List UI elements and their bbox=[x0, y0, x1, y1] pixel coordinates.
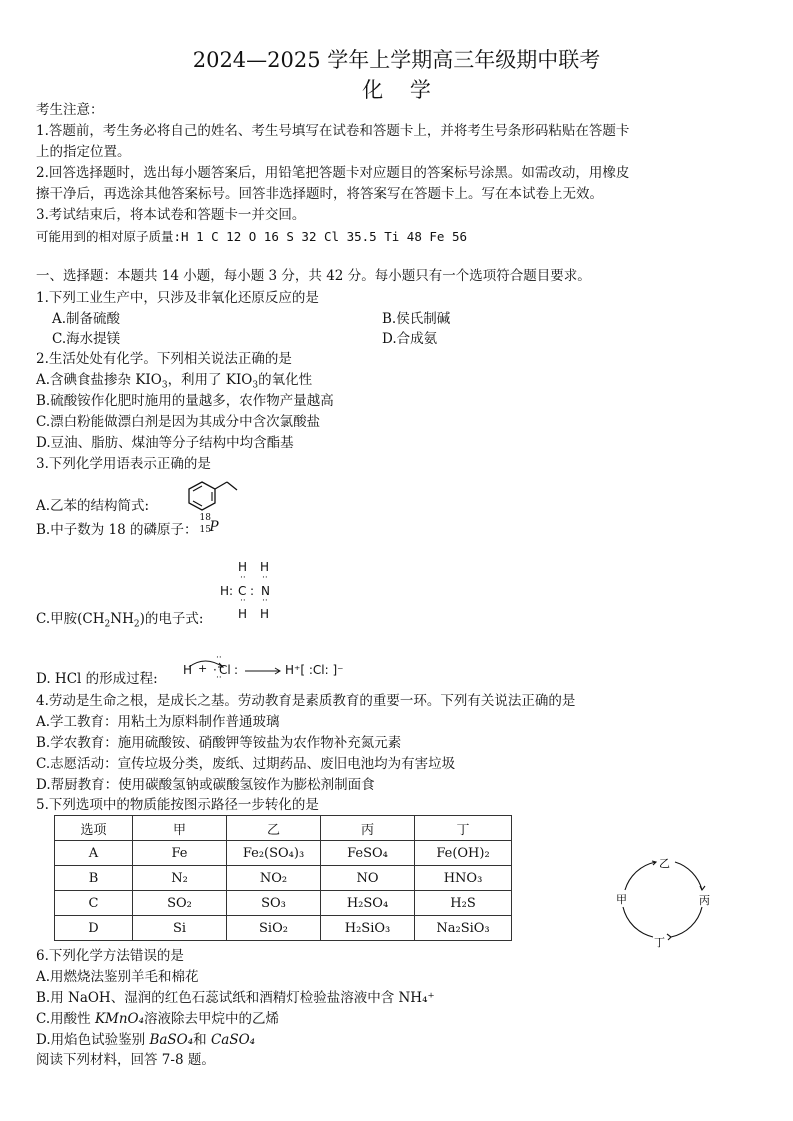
table-cell: N₂ bbox=[133, 866, 227, 891]
q6-option-d: D.用焰色试验鉴别 BaSO₄和 CaSO₄ bbox=[36, 1032, 256, 1048]
q5-stem: 5.下列选项中的物质能按图示路径一步转化的是 bbox=[36, 797, 319, 813]
q1-option-b: B.侯氏制碱 bbox=[382, 311, 451, 327]
q4-option-b: B.学农教育：施用硫酸铵、硝酸钾等铵盐为农作物补充氮元素 bbox=[36, 735, 402, 751]
q4-stem: 4.劳动是生命之根，是成长之基。劳动教育是素质教育的重要一环。下列有关说法正确的是 bbox=[36, 693, 576, 709]
q2-option-c: C.漂白粉能做漂白剂是因为其成分中含次氯酸盐 bbox=[36, 414, 321, 430]
cycle-label-ding: 丁 bbox=[654, 936, 665, 949]
table-cell: Fe(OH)₂ bbox=[415, 841, 512, 866]
column-header: 丁 bbox=[415, 816, 512, 841]
hcl-formation-process: H + ·· · Cl : ·· H⁺[ :Cl: ]⁻ bbox=[183, 653, 344, 683]
q2-option-d: D.豆油、脂肪、煤油等分子结构中均含酯基 bbox=[36, 435, 294, 451]
q3-option-d: D. HCl 的形成过程: bbox=[36, 671, 158, 687]
table-cell: SO₃ bbox=[227, 891, 321, 916]
column-header: 甲 bbox=[133, 816, 227, 841]
table-cell: SO₂ bbox=[133, 891, 227, 916]
notice-heading: 考生注意： bbox=[36, 102, 104, 118]
methylamine-electron-formula: H H ·· ·· H: C : N ·· ·· H H bbox=[220, 560, 270, 621]
exam-title: 2024—2025 学年上学期高三年级期中联考 bbox=[192, 48, 601, 72]
notice-item2-line2: 擦干净后，再选涂其他答案标号。回答非选择题时，将答案写在答题卡上。写在本试卷上无效。 bbox=[36, 186, 603, 202]
exam-subject: 化 学 bbox=[362, 78, 431, 102]
conversion-cycle-diagram bbox=[608, 850, 718, 950]
q3-option-a: A.乙苯的结构简式: bbox=[36, 498, 150, 514]
table-cell: H₂S bbox=[415, 891, 512, 916]
reading-instruction: 阅读下列材料，回答 7-8 题。 bbox=[36, 1052, 215, 1068]
notice-item2-line1: 2.回答选择题时，选出每小题答案后，用铅笔把答题卡对应题目的答案标号涂黑。如需改动，用橡皮 bbox=[36, 165, 630, 181]
table-cell: FeSO₄ bbox=[321, 841, 415, 866]
q4-option-c: C.志愿活动：宣传垃圾分类，废纸、过期药品、废旧电池均为有害垃圾 bbox=[36, 756, 456, 772]
table-row bbox=[55, 866, 512, 891]
notice-item1-line1: 1.答题前，考生务必将自己的姓名、考生号填写在试卷和答题卡上，并将考生号条形码粘贴在答题卡 bbox=[36, 123, 630, 139]
table-cell: Na₂SiO₃ bbox=[415, 916, 512, 941]
table-cell: D bbox=[55, 916, 133, 941]
table-row bbox=[55, 916, 512, 941]
table-cell: SiO₂ bbox=[227, 916, 321, 941]
q6-option-b: B.用 NaOH、湿润的红色石蕊试纸和酒精灯检验盐溶液中含 NH₄⁺ bbox=[36, 990, 435, 1006]
table-row bbox=[55, 841, 512, 866]
section1-heading: 一、选择题：本题共 14 小题，每小题 3 分，共 42 分。每小题只有一个选项符合题目要求。 bbox=[36, 268, 591, 284]
column-header: 丙 bbox=[321, 816, 415, 841]
table-cell: H₂SiO₃ bbox=[321, 916, 415, 941]
table-cell: HNO₃ bbox=[415, 866, 512, 891]
q2-option-b: B.硫酸铵作化肥时施用的量越多，农作物产量越高 bbox=[36, 393, 334, 409]
table-header-row bbox=[55, 816, 512, 841]
q6-stem: 6.下列化学方法错误的是 bbox=[36, 948, 184, 964]
q5-options-table bbox=[54, 815, 512, 941]
column-header: 选项 bbox=[55, 816, 133, 841]
table-cell: B bbox=[55, 866, 133, 891]
table-cell: H₂SO₄ bbox=[321, 891, 415, 916]
reaction-arrow-icon bbox=[243, 667, 283, 675]
notice-item1-line2: 上的指定位置。 bbox=[36, 144, 131, 160]
notice-item3: 3.考试结束后，将本试卷和答题卡一并交回。 bbox=[36, 207, 306, 223]
table-cell: NO bbox=[321, 866, 415, 891]
atomic-mass-line: 可能用到的相对原子质量:H 1 C 12 O 16 S 32 Cl 35.5 Ti 48 Fe 56 bbox=[36, 229, 468, 244]
table-cell: C bbox=[55, 891, 133, 916]
q2-stem: 2.生活处处有化学。下列相关说法正确的是 bbox=[36, 351, 292, 367]
table-cell: Si bbox=[133, 916, 227, 941]
column-header: 乙 bbox=[227, 816, 321, 841]
q1-option-a: A.制备硫酸 bbox=[52, 311, 121, 327]
table-cell: Fe₂(SO₄)₃ bbox=[227, 841, 321, 866]
q3-option-c: C.甲胺$(CH_2NH_2)$的电子式: bbox=[36, 611, 204, 630]
q1-option-d: D.合成氨 bbox=[382, 331, 438, 347]
ethylbenzene-structure bbox=[186, 474, 246, 516]
q6-option-c: C.用酸性 KMnO₄溶液除去甲烷中的乙烯 bbox=[36, 1011, 280, 1027]
q2-option-a: A.含碘食盐掺杂 $KIO_3$，利用了 $KIO_3$的氧化性 bbox=[36, 372, 313, 391]
table-cell: Fe bbox=[133, 841, 227, 866]
q4-option-d: D.帮厨教育：使用碳酸氢钠或碳酸氢铵作为膨松剂制面食 bbox=[36, 777, 375, 793]
cycle-label-yi: 乙 bbox=[659, 857, 670, 870]
q1-stem: 1.下列工业生产中，只涉及非氧化还原反应的是 bbox=[36, 290, 319, 306]
q1-option-c: C.海水提镁 bbox=[52, 331, 121, 347]
table-cell: NO₂ bbox=[227, 866, 321, 891]
q6-option-a: A.用燃烧法鉴别羊毛和棉花 bbox=[36, 969, 199, 985]
cycle-label-bing: 丙 bbox=[699, 894, 710, 907]
cycle-label-jia: 甲 bbox=[616, 893, 627, 906]
table-cell: A bbox=[55, 841, 133, 866]
q3-option-b: B.中子数为 18 的磷原子： 18 15 P bbox=[36, 513, 219, 538]
table-row bbox=[55, 891, 512, 916]
q4-option-a: A.学工教育：用粘土为原料制作普通玻璃 bbox=[36, 714, 280, 730]
q3-stem: 3.下列化学用语表示正确的是 bbox=[36, 456, 211, 472]
